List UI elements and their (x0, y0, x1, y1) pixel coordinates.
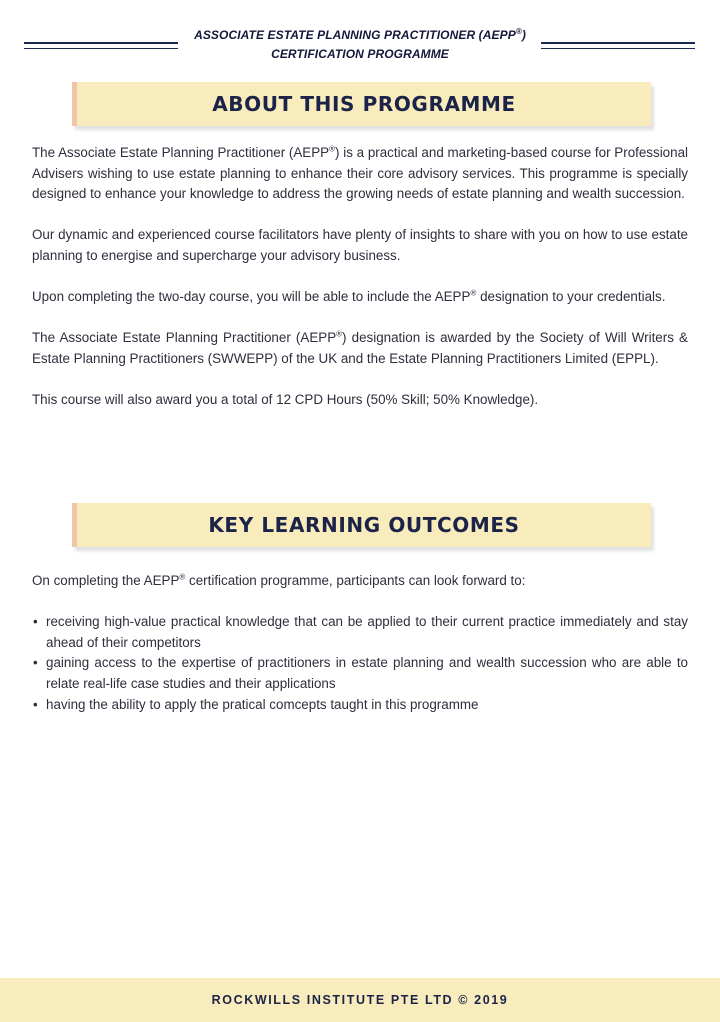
about-paragraph-1: The Associate Estate Planning Practitioner (AEPP®) is a practical and marketing-based course for Professional Advisers wishing to use estate planning to enhance their core advisory services. This programme is specially designed to enhance your knowledge to address the growing needs of estate planning and wealth succession. (32, 144, 688, 202)
header-title-line-2: CERTIFICATION PROGRAMME (271, 47, 449, 61)
list-item: • receiving high-value practical knowledge that can be applied to their current practice immediately and stay ahead of their competitors (33, 614, 688, 650)
bullet-icon: • (33, 614, 38, 630)
about-paragraph-2: Our dynamic and experienced course facilitators have plenty of insights to share with you on how to use estate planning to energise and supercharge your advisory business. (32, 227, 688, 263)
about-paragraph-5: This course will also award you a total of 12 CPD Hours (50% Skill; 50% Knowledge). (32, 392, 539, 408)
footer-copyright: ROCKWILLS INSTITUTE PTE LTD © 2019 (211, 993, 509, 1007)
header-title-line-1: ASSOCIATE ESTATE PLANNING PRACTITIONER (AEPP®) (194, 27, 526, 42)
bullet-icon: • (33, 655, 38, 671)
outcomes-heading-banner (72, 503, 651, 547)
list-item: • having the ability to apply the pratical comcepts taught in this programme (32, 695, 688, 716)
about-heading-banner (72, 82, 651, 126)
outcomes-intro: On completing the AEPP® certification programme, participants can look forward to: (32, 572, 526, 588)
about-heading: ABOUT THIS PROGRAMME (212, 92, 516, 116)
header-rule-right (541, 42, 695, 49)
header-rule-left (24, 42, 178, 49)
document-footer (0, 978, 720, 1022)
outcomes-list (32, 612, 688, 715)
about-section (32, 143, 688, 431)
header-title (180, 26, 540, 64)
about-paragraph-4: The Associate Estate Planning Practitioner (AEPP®) designation is awarded by the Society of Will Writers & Estate Planning Practitioners (SWWEPP) of the UK and the Estate Planning Practitioners Limited (EPPL). (32, 329, 688, 366)
bullet-icon: • (33, 696, 38, 712)
document-header (0, 26, 720, 66)
outcomes-section (32, 571, 688, 715)
list-item: • gaining access to the expertise of practitioners in estate planning and wealth succession who are able to relate real-life case studies and their applications (33, 655, 688, 691)
outcomes-heading: KEY LEARNING OUTCOMES (208, 513, 520, 537)
about-paragraph-3: Upon completing the two-day course, you will be able to include the AEPP® designation to your credentials. (32, 288, 666, 305)
